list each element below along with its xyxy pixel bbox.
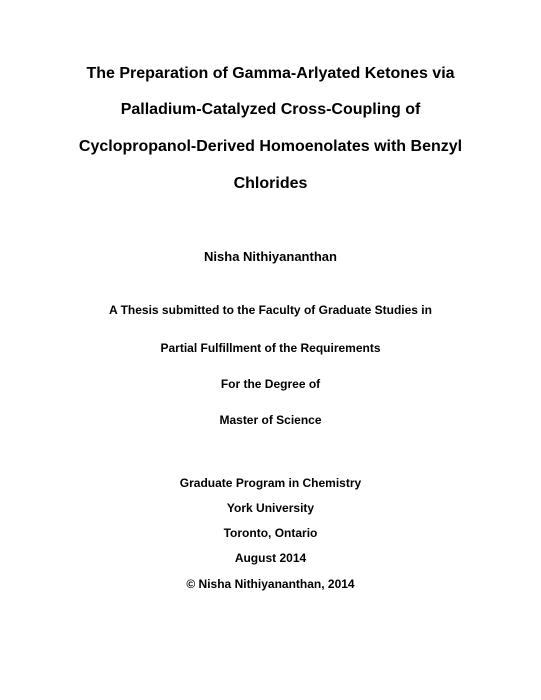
author-name: Nisha Nithiyananthan — [204, 249, 337, 264]
thesis-title-line-3: Cyclopropanol-Derived Homoenolates with Benzyl — [78, 138, 463, 155]
degree-name: Master of Science — [219, 413, 322, 427]
submission-line-2: Partial Fulfillment of the Requirements — [160, 341, 381, 355]
date: August 2014 — [234, 551, 307, 565]
submission-line-1: A Thesis submitted to the Faculty of Graduate Studies in — [109, 303, 432, 317]
university-name: York University — [226, 501, 315, 515]
program-name: Graduate Program in Chemistry — [179, 476, 362, 490]
submission-line-3: For the Degree of — [220, 377, 321, 391]
thesis-title-line-4: Chlorides — [233, 175, 308, 192]
location: Toronto, Ontario — [223, 526, 318, 540]
thesis-title-line-2: Palladium-Catalyzed Cross-Coupling of — [120, 101, 421, 118]
copyright-notice: © Nisha Nithiyananthan, 2014 — [186, 577, 355, 591]
thesis-title-line-1: The Preparation of Gamma-Arlyated Ketones via — [86, 65, 455, 82]
